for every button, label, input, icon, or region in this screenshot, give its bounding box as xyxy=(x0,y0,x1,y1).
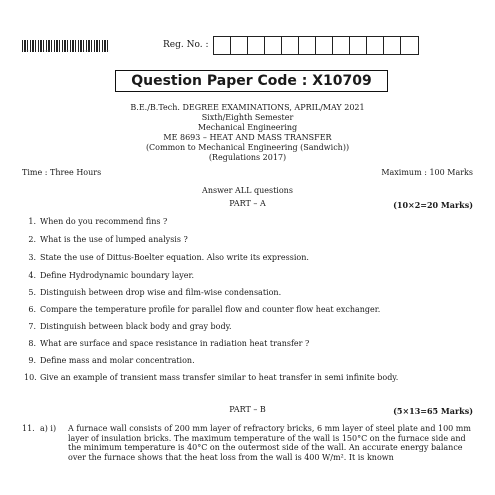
question-5: 5. Distinguish between drop wise and film-wise condensation. xyxy=(28,288,282,297)
part-a-marks: (10×2=20 Marks) xyxy=(393,200,473,210)
question-11-text: A furnace wall consists of 200 mm layer of refractory bricks, 6 mm layer of steel plate and 100 mm layer of insulation bricks. The maximum temperature of the wall is 150°C on the furnace side and the minimum temperature is 40°C on the outermost side of the wall. An accurate energy balance over the furnace shows that the heat loss from the wall is 400 W/m². It is known xyxy=(68,424,471,462)
reg-no-box xyxy=(265,37,282,54)
max-marks-label: Maximum : 100 Marks xyxy=(381,168,473,177)
question-4: 4. Define Hydrodynamic boundary layer. xyxy=(28,271,194,280)
question-paper-code: Question Paper Code : X10709 xyxy=(115,70,388,92)
reg-no-box xyxy=(231,37,248,54)
reg-no-box xyxy=(350,37,367,54)
reg-no-box xyxy=(214,37,231,54)
reg-no-label: Reg. No. : xyxy=(163,40,209,50)
reg-no-box xyxy=(248,37,265,54)
department: Mechanical Engineering xyxy=(197,123,298,132)
instruction: Answer ALL questions xyxy=(202,186,293,195)
question-11-sub: a) i) xyxy=(40,424,57,433)
part-b-marks: (5×13=65 Marks) xyxy=(393,406,473,416)
reg-no-box xyxy=(333,37,350,54)
common-note: (Common to Mechanical Engineering (Sandwich)) xyxy=(145,143,350,152)
regulations: (Regulations 2017) xyxy=(208,153,287,162)
question-7: 7. Distinguish between black body and gray body. xyxy=(28,322,232,331)
question-1: 1. When do you recommend fins ? xyxy=(28,217,168,226)
question-10: 10. Give an example of transient mass transfer similar to heat transfer in semi infinite body. xyxy=(24,373,399,382)
reg-no-box xyxy=(316,37,333,54)
barcode xyxy=(22,40,108,52)
time-label: Time : Three Hours xyxy=(22,168,102,177)
reg-no-boxes xyxy=(213,36,419,55)
question-11-number: 11. xyxy=(22,424,35,433)
question-2: 2. What is the use of lumped analysis ? xyxy=(28,235,188,244)
question-9: 9. Define mass and molar concentration. xyxy=(28,356,195,365)
reg-no-box xyxy=(282,37,299,54)
reg-no-box xyxy=(367,37,384,54)
part-a-title: PART – A xyxy=(229,199,266,208)
exam-title: B.E./B.Tech. DEGREE EXAMINATIONS, APRIL/MAY 2021 xyxy=(130,103,365,112)
subject: ME 8693 – HEAT AND MASS TRANSFER xyxy=(163,133,332,142)
reg-no-box xyxy=(401,37,418,54)
part-b-title: PART – B xyxy=(229,405,266,414)
reg-no-box xyxy=(299,37,316,54)
reg-no-box xyxy=(384,37,401,54)
semester: Sixth/Eighth Semester xyxy=(201,113,294,122)
question-6: 6. Compare the temperature profile for parallel flow and counter flow heat exchanger. xyxy=(28,305,381,314)
question-3: 3. State the use of Dittus-Boelter equation. Also write its expression. xyxy=(28,253,309,262)
question-8: 8. What are surface and space resistance in radiation heat transfer ? xyxy=(28,339,310,348)
